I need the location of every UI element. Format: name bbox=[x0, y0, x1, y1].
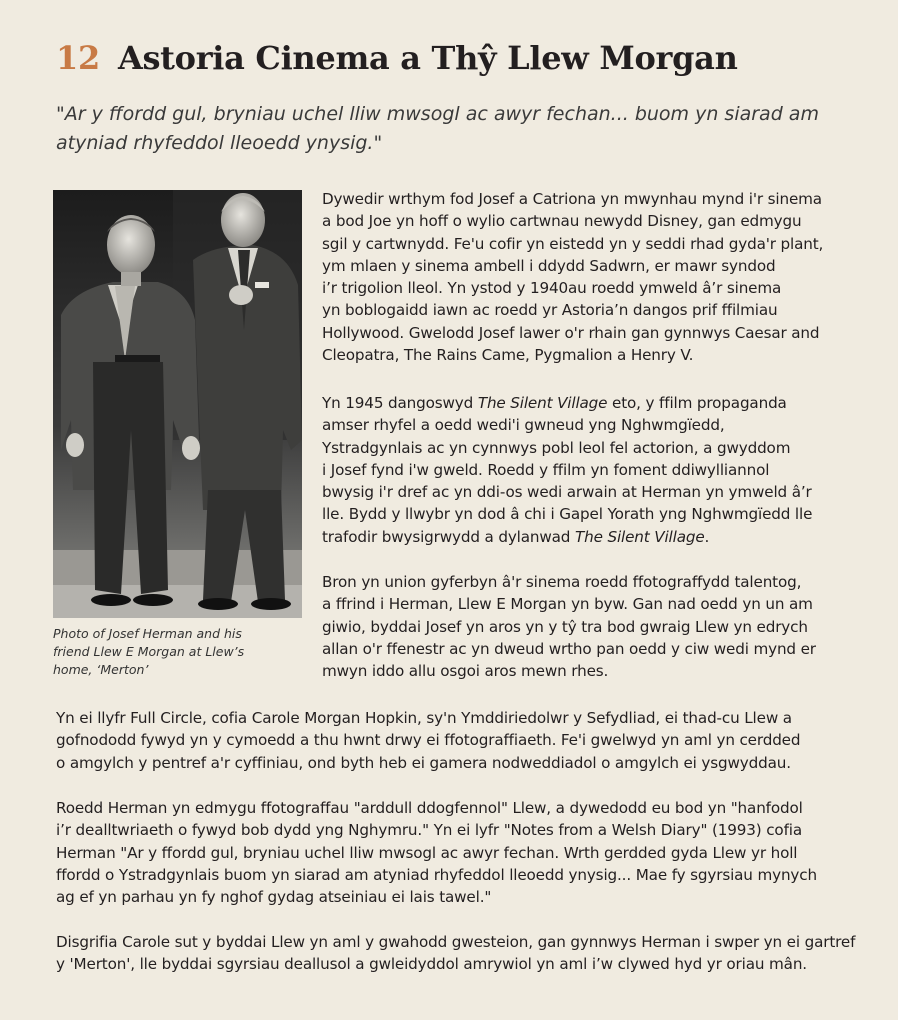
text-line: i’r dealltwriaeth o fywyd bob dydd yng Nghymru." Yn ei lyfr "Notes from a Welsh Diary" (1993) cofia bbox=[56, 821, 803, 840]
text-line: Roedd Herman yn edmygu ffotograffau "arddull ddogfennol" Llew, a dywedodd eu bod yn "hanfodol bbox=[56, 799, 803, 817]
text-line: a bod Joe yn hoff o wylio cartwnau newydd Disney, gan edmygu bbox=[322, 212, 802, 231]
text-run: eto, y ffilm propaganda bbox=[607, 394, 787, 412]
text-line: Ystradgynlais ac yn cynnwys pobl leol fel actorion, a gwyddom bbox=[322, 438, 791, 457]
text-line: amser rhyfel a oedd wedi'i gwneud yng Nghwmgïedd, bbox=[322, 416, 725, 435]
text-line: ym mlaen y sinema ambell i ddydd Sadwrn, er mawr syndod bbox=[322, 256, 776, 275]
quote-line: "Ar y ffordd gul, bryniau uchel lliw mwsogl ac awyr fechan... buom yn siarad am bbox=[56, 103, 819, 125]
text-line: i’r trigolion lleol. Yn ystod y 1940au roedd ymweld â’r sinema bbox=[322, 279, 782, 298]
text-run: . bbox=[704, 527, 710, 546]
text-line: i Josef fynd i'w gweld. Roedd y ffilm yn foment ddiwylliannol bbox=[322, 460, 770, 479]
photo-caption bbox=[53, 625, 303, 679]
quote-line: atyniad rhyfeddol lleoedd ynysig." bbox=[56, 132, 383, 154]
paragraph-full-circle bbox=[56, 707, 876, 774]
text-line: allan o'r ffenestr ac yn dweud wrtho pan oedd y ciw wedi mynd er bbox=[322, 639, 816, 658]
text-line: mwyn iddo allu osgoi aros mewn rhes. bbox=[322, 662, 609, 681]
text-line: Cleopatra, The Rains Came, Pygmalion a Henry V. bbox=[322, 346, 694, 365]
text-line: giwio, byddai Josef yn aros yn y tŷ tra bod gwraig Llew yn edrych bbox=[322, 617, 808, 636]
text-line bbox=[322, 526, 872, 548]
paragraph-merton-dinners bbox=[56, 931, 876, 976]
text-line: Herman "Ar y ffordd gul, bryniau uchel lliw mwsogl ac awyr fechan. Wrth gerdded gyda Llew yr holl bbox=[56, 843, 798, 862]
page-title bbox=[56, 36, 738, 80]
text-line: Bron yn union gyferbyn â'r sinema roedd ffotograffydd talentog, bbox=[322, 573, 802, 591]
paragraph-cinema-visits bbox=[322, 188, 872, 366]
caption-line: friend Llew E Morgan at Llew’s bbox=[53, 644, 245, 659]
film-title: The Silent Village bbox=[477, 394, 608, 412]
photo-josef-herman-and-llew-morgan bbox=[53, 190, 302, 618]
caption-line: Photo of Josef Herman and his bbox=[53, 626, 242, 641]
section-number: 12 bbox=[56, 39, 100, 77]
text-line: Yn ei llyfr Full Circle, cofia Carole Morgan Hopkin, sy'n Ymddiriedolwr y Sefydliad, ei thad-cu Llew a bbox=[56, 709, 792, 727]
paragraph-llew-morgan bbox=[322, 571, 872, 682]
text-line: o amgylch y pentref a'r cyffiniau, ond byth heb ei gamera nodweddiadol o amgylch ei ysgwyddau. bbox=[56, 753, 791, 772]
text-line: Dywedir wrthym fod Josef a Catriona yn mwynhau mynd i'r sinema bbox=[322, 190, 822, 208]
title-text: Astoria Cinema a Thŷ Llew Morgan bbox=[117, 39, 738, 77]
paragraph-silent-village bbox=[322, 392, 872, 548]
text-line: gofnododd fywyd yn y cymoedd a thu hwnt drwy ei ffotograffiaeth. Fe'i gwelwyd yn aml yn cerdded bbox=[56, 731, 801, 750]
film-title: The Silent Village bbox=[574, 527, 705, 546]
text-line: sgil y cartwnydd. Fe'u cofir yn eistedd yn y seddi rhad gyda'r plant, bbox=[322, 234, 824, 253]
text-line: y 'Merton', lle byddai sgyrsiau deallusol a gwleidyddol amrywiol yn aml i’w clywed hyd yr oriau mân. bbox=[56, 955, 807, 974]
text-line: a ffrind i Herman, Llew E Morgan yn byw. Gan nad oedd yn un am bbox=[322, 595, 813, 614]
caption-line: home, ‘Merton’ bbox=[53, 662, 149, 677]
text-line: bwysig i'r dref ac yn ddi-os wedi arwain at Herman yn ymweld â’r bbox=[322, 483, 812, 502]
text-line: ffordd o Ystradgynlais buom yn siarad am atyniad rhyfeddol lleoedd ynysig... Mae fy sgyrsiau mynych bbox=[56, 865, 817, 884]
text-run: trafodir bwysigrwydd a dylanwad bbox=[322, 527, 575, 546]
text-line: Hollywood. Gwelodd Josef lawer o'r rhain gan gynnwys Caesar and bbox=[322, 323, 820, 342]
paragraph-welsh-diary bbox=[56, 797, 876, 908]
text-line: yn boblogaidd iawn ac roedd yr Astoria’n dangos prif ffilmiau bbox=[322, 301, 778, 320]
pull-quote bbox=[56, 100, 856, 158]
text-line bbox=[322, 392, 872, 414]
text-line: ag ef yn parhau yn fy nghof gydag atseiniau ei lais tawel." bbox=[56, 888, 492, 907]
text-line: lle. Bydd y llwybr yn dod â chi i Gapel Yorath yng Nghwmgïedd lle bbox=[322, 505, 813, 524]
text-line: Disgrifia Carole sut y byddai Llew yn aml y gwahodd gwesteion, gan gynnwys Herman i swper yn ei gartref bbox=[56, 933, 856, 951]
text-run: Yn 1945 dangoswyd bbox=[322, 394, 478, 412]
